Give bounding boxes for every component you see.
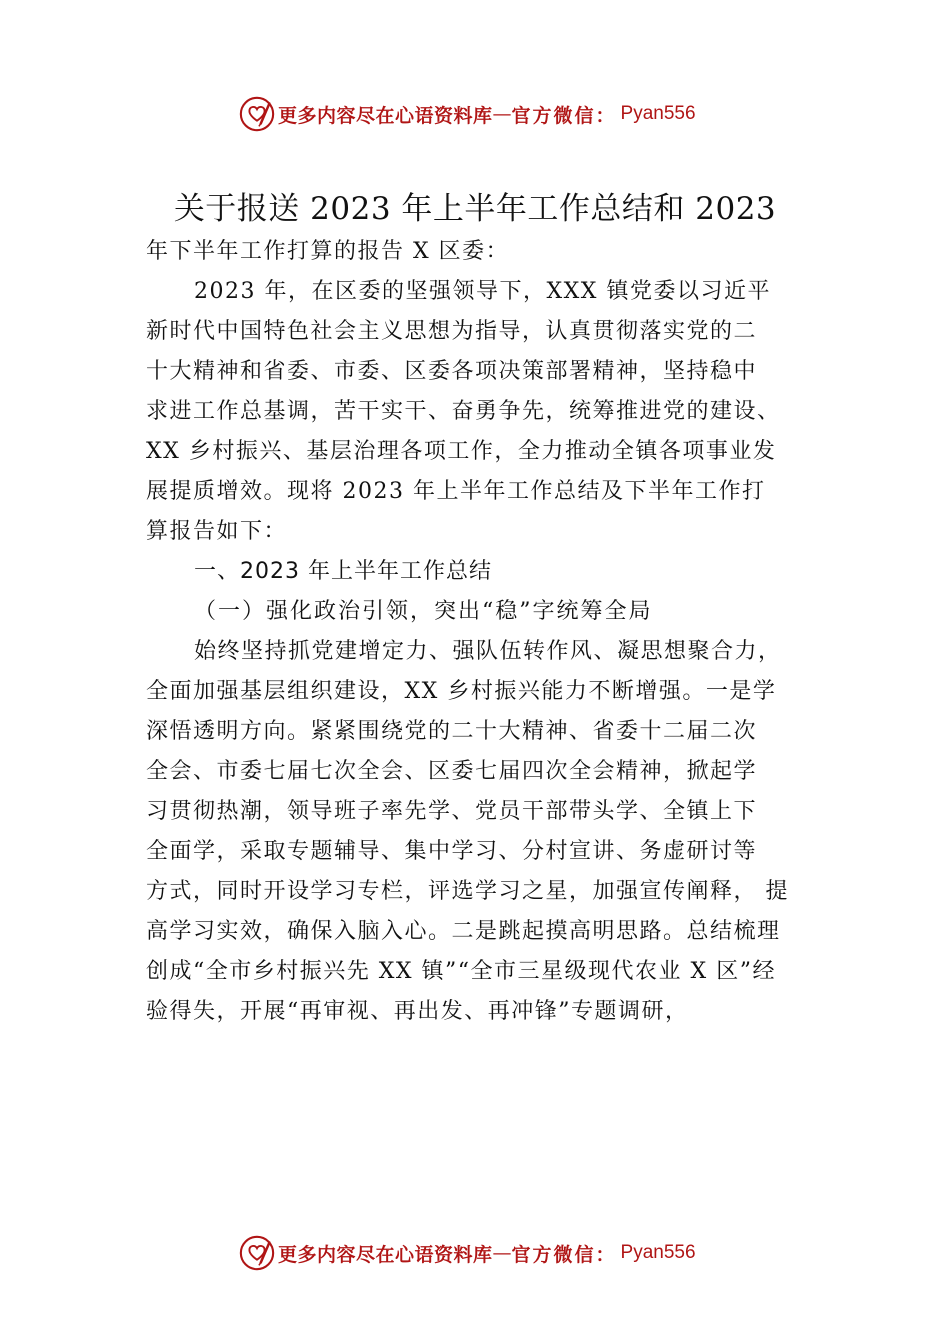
text-line: 算报告如下： <box>146 519 288 544</box>
text-line: 2023 年，在区委的坚强领导下，XXX 镇党委以习近平 <box>194 279 771 304</box>
banner-separator: — <box>492 103 512 125</box>
text-line: 新时代中国特色社会主义思想为指导，认真贯彻落实党的二 <box>146 319 758 344</box>
text-line: 方式，同时开设学习专栏，评选学习之星，加强宣传阐释， 提 <box>146 879 789 904</box>
intro-paragraph <box>146 232 808 552</box>
text-line: XX 乡村振兴、基层治理各项工作，全力推动全镇各项事业发 <box>146 439 777 464</box>
text-line: 全会、市委七届七次全会、区委七届四次全会精神，掀起学 <box>146 759 758 784</box>
banner-label: 官方微信： <box>511 1243 617 1266</box>
footer-banner <box>238 1233 758 1273</box>
text-line: 验得失，开展“再审视、再出发、再冲锋”专题调研， <box>146 999 689 1024</box>
section-heading: 一、2023 年上半年工作总结 <box>194 559 492 584</box>
text-line: 全面加强基层组织建设，XX 乡村振兴能力不断增强。一是学 <box>146 679 777 704</box>
text-line: 深悟透明方向。紧紧围绕党的二十大精神、省委十二届二次 <box>146 719 758 744</box>
text-line: 求进工作总基调，苦干实干、奋勇争先，统筹推进党的建设、 <box>146 399 781 424</box>
text-line: 创成“全市乡村振兴先 XX 镇”“全市三星级现代农业 X 区”经 <box>146 959 776 984</box>
text-line: 高学习实效，确保入脑入心。二是跳起摸高明思路。总结梳理 <box>146 919 781 944</box>
document-body <box>146 186 808 1032</box>
pen-heart-logo-icon <box>238 1234 276 1272</box>
text-line: 十大精神和省委、市委、区委各项决策部署精神，坚持稳中 <box>146 359 758 384</box>
banner-label: 官方微信： <box>511 104 617 127</box>
text-line: 展提质增效。现将 2023 年上半年工作总结及下半年工作打 <box>146 479 766 504</box>
document-title: 关于报送 2023 年上半年工作总结和 2023 <box>173 191 777 227</box>
header-banner <box>238 94 758 134</box>
text-line: 习贯彻热潮，领导班子率先学、党员干部带头学、全镇上下 <box>146 799 758 824</box>
text-line: 年下半年工作打算的报告 X 区委： <box>146 239 510 264</box>
body-paragraph <box>146 632 808 1032</box>
subsection-heading: （一）强化政治引领，突出“稳”字统筹全局 <box>194 599 653 624</box>
banner-account: Pyan556 <box>620 1242 696 1263</box>
text-line: 始终坚持抓党建增定力、强队伍转作风、凝思想聚合力， <box>194 639 782 664</box>
banner-account: Pyan556 <box>620 103 696 124</box>
text-line: 全面学，采取专题辅导、集中学习、分村宣讲、务虚研讨等 <box>146 839 758 864</box>
banner-text: 更多内容尽在心语资料库 <box>278 1243 493 1266</box>
pen-heart-logo-icon <box>238 95 276 133</box>
banner-text: 更多内容尽在心语资料库 <box>278 104 493 127</box>
banner-separator: — <box>492 1242 512 1264</box>
